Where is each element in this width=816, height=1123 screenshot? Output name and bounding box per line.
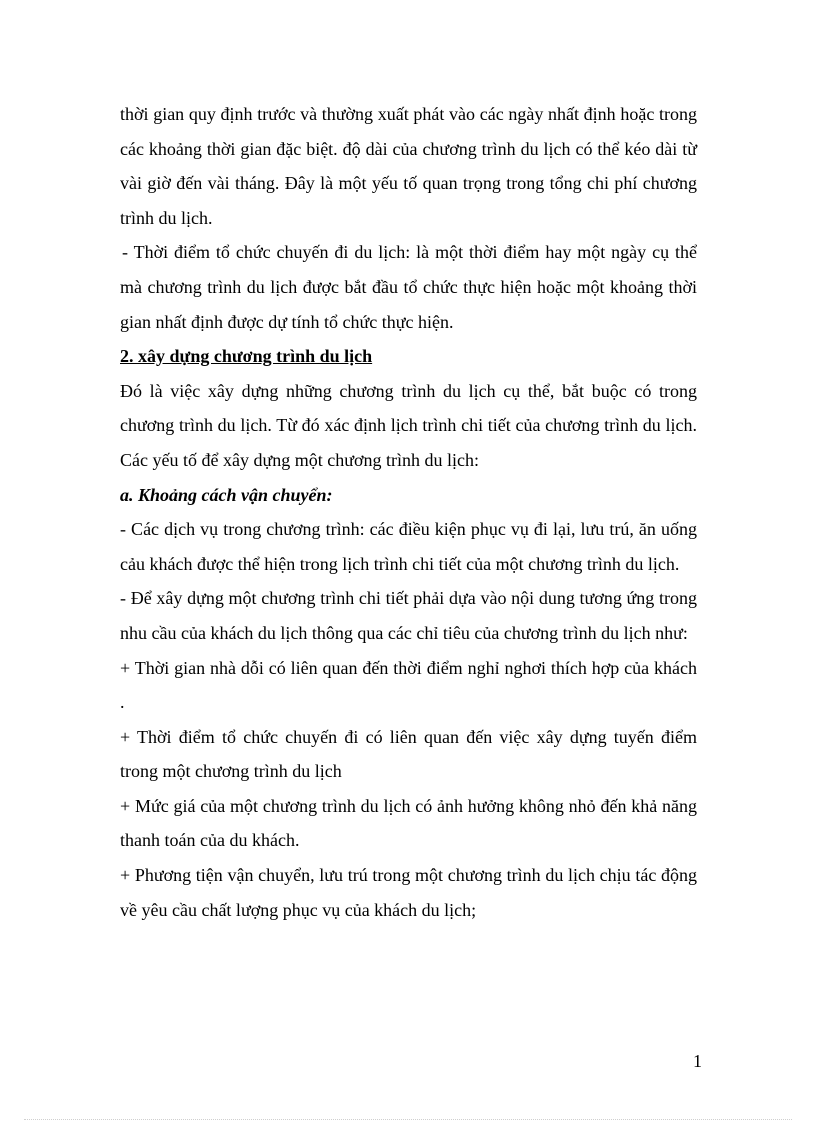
section-heading	[120, 339, 697, 374]
subsection-heading-text: a. Khoảng cách vận chuyển	[120, 484, 327, 505]
page-number: 1	[693, 1051, 702, 1071]
body-paragraph: Đó là việc xây dựng những chương trình du lịch cụ thể, bắt buộc có trong chương trình du lịch. Từ đó xác định lịch trình chi tiết của chương trình du lịch. Các yếu tố để xây dựng một chương trình du lịch:	[120, 380, 697, 470]
document-body	[120, 97, 697, 927]
list-item: + Phương tiện vận chuyển, lưu trú trong một chương trình du lịch chịu tác động về yêu cầu chất lượng phục vụ của khách du lịch;	[120, 865, 697, 920]
body-paragraph: thời gian quy định trước và thường xuất phát vào các ngày nhất định hoặc trong các khoảng thời gian đặc biệt. độ dài của chương trình du lịch có thể kéo dài từ vài giờ đến vài tháng. Đây là một yếu tố quan trọng trong tổng chi phí chương trình du lịch.	[120, 104, 697, 228]
section-heading-text: 2. xây dựng chương trình du lịch	[120, 346, 373, 367]
list-item: + Mức giá của một chương trình du lịch có ảnh hưởng không nhỏ đến khả năng thanh toán của du khách.	[120, 795, 697, 851]
list-item: + Thời điểm tổ chức chuyến đi có liên quan đến việc xây dựng tuyến điểm trong một chương trình du lịch	[120, 726, 697, 782]
page-bottom-divider	[24, 1119, 792, 1120]
subsection-heading-colon: :	[326, 484, 333, 505]
list-item: + Thời gian nhà dỗi có liên quan đến thời điểm nghỉ nghơi thích hợp của khách .	[120, 657, 697, 713]
subsection-heading	[120, 478, 697, 513]
body-paragraph: - Để xây dựng một chương trình chi tiết phải dựa vào nội dung tương ứng trong nhu cầu của khách du lịch thông qua các chỉ tiêu của chương trình du lịch như:	[120, 588, 697, 643]
body-paragraph: - Các dịch vụ trong chương trình: các điều kiện phục vụ đi lại, lưu trú, ăn uống cảu khách được thể hiện trong lịch trình chi tiết của một chương trình du lịch.	[120, 519, 697, 574]
body-paragraph: - Thời điểm tổ chức chuyến đi du lịch: là một thời điểm hay một ngày cụ thể mà chương trình du lịch được bắt đầu tổ chức thực hiện hoặc một khoảng thời gian nhất định được dự tính tổ chức thực hiện.	[120, 242, 697, 332]
